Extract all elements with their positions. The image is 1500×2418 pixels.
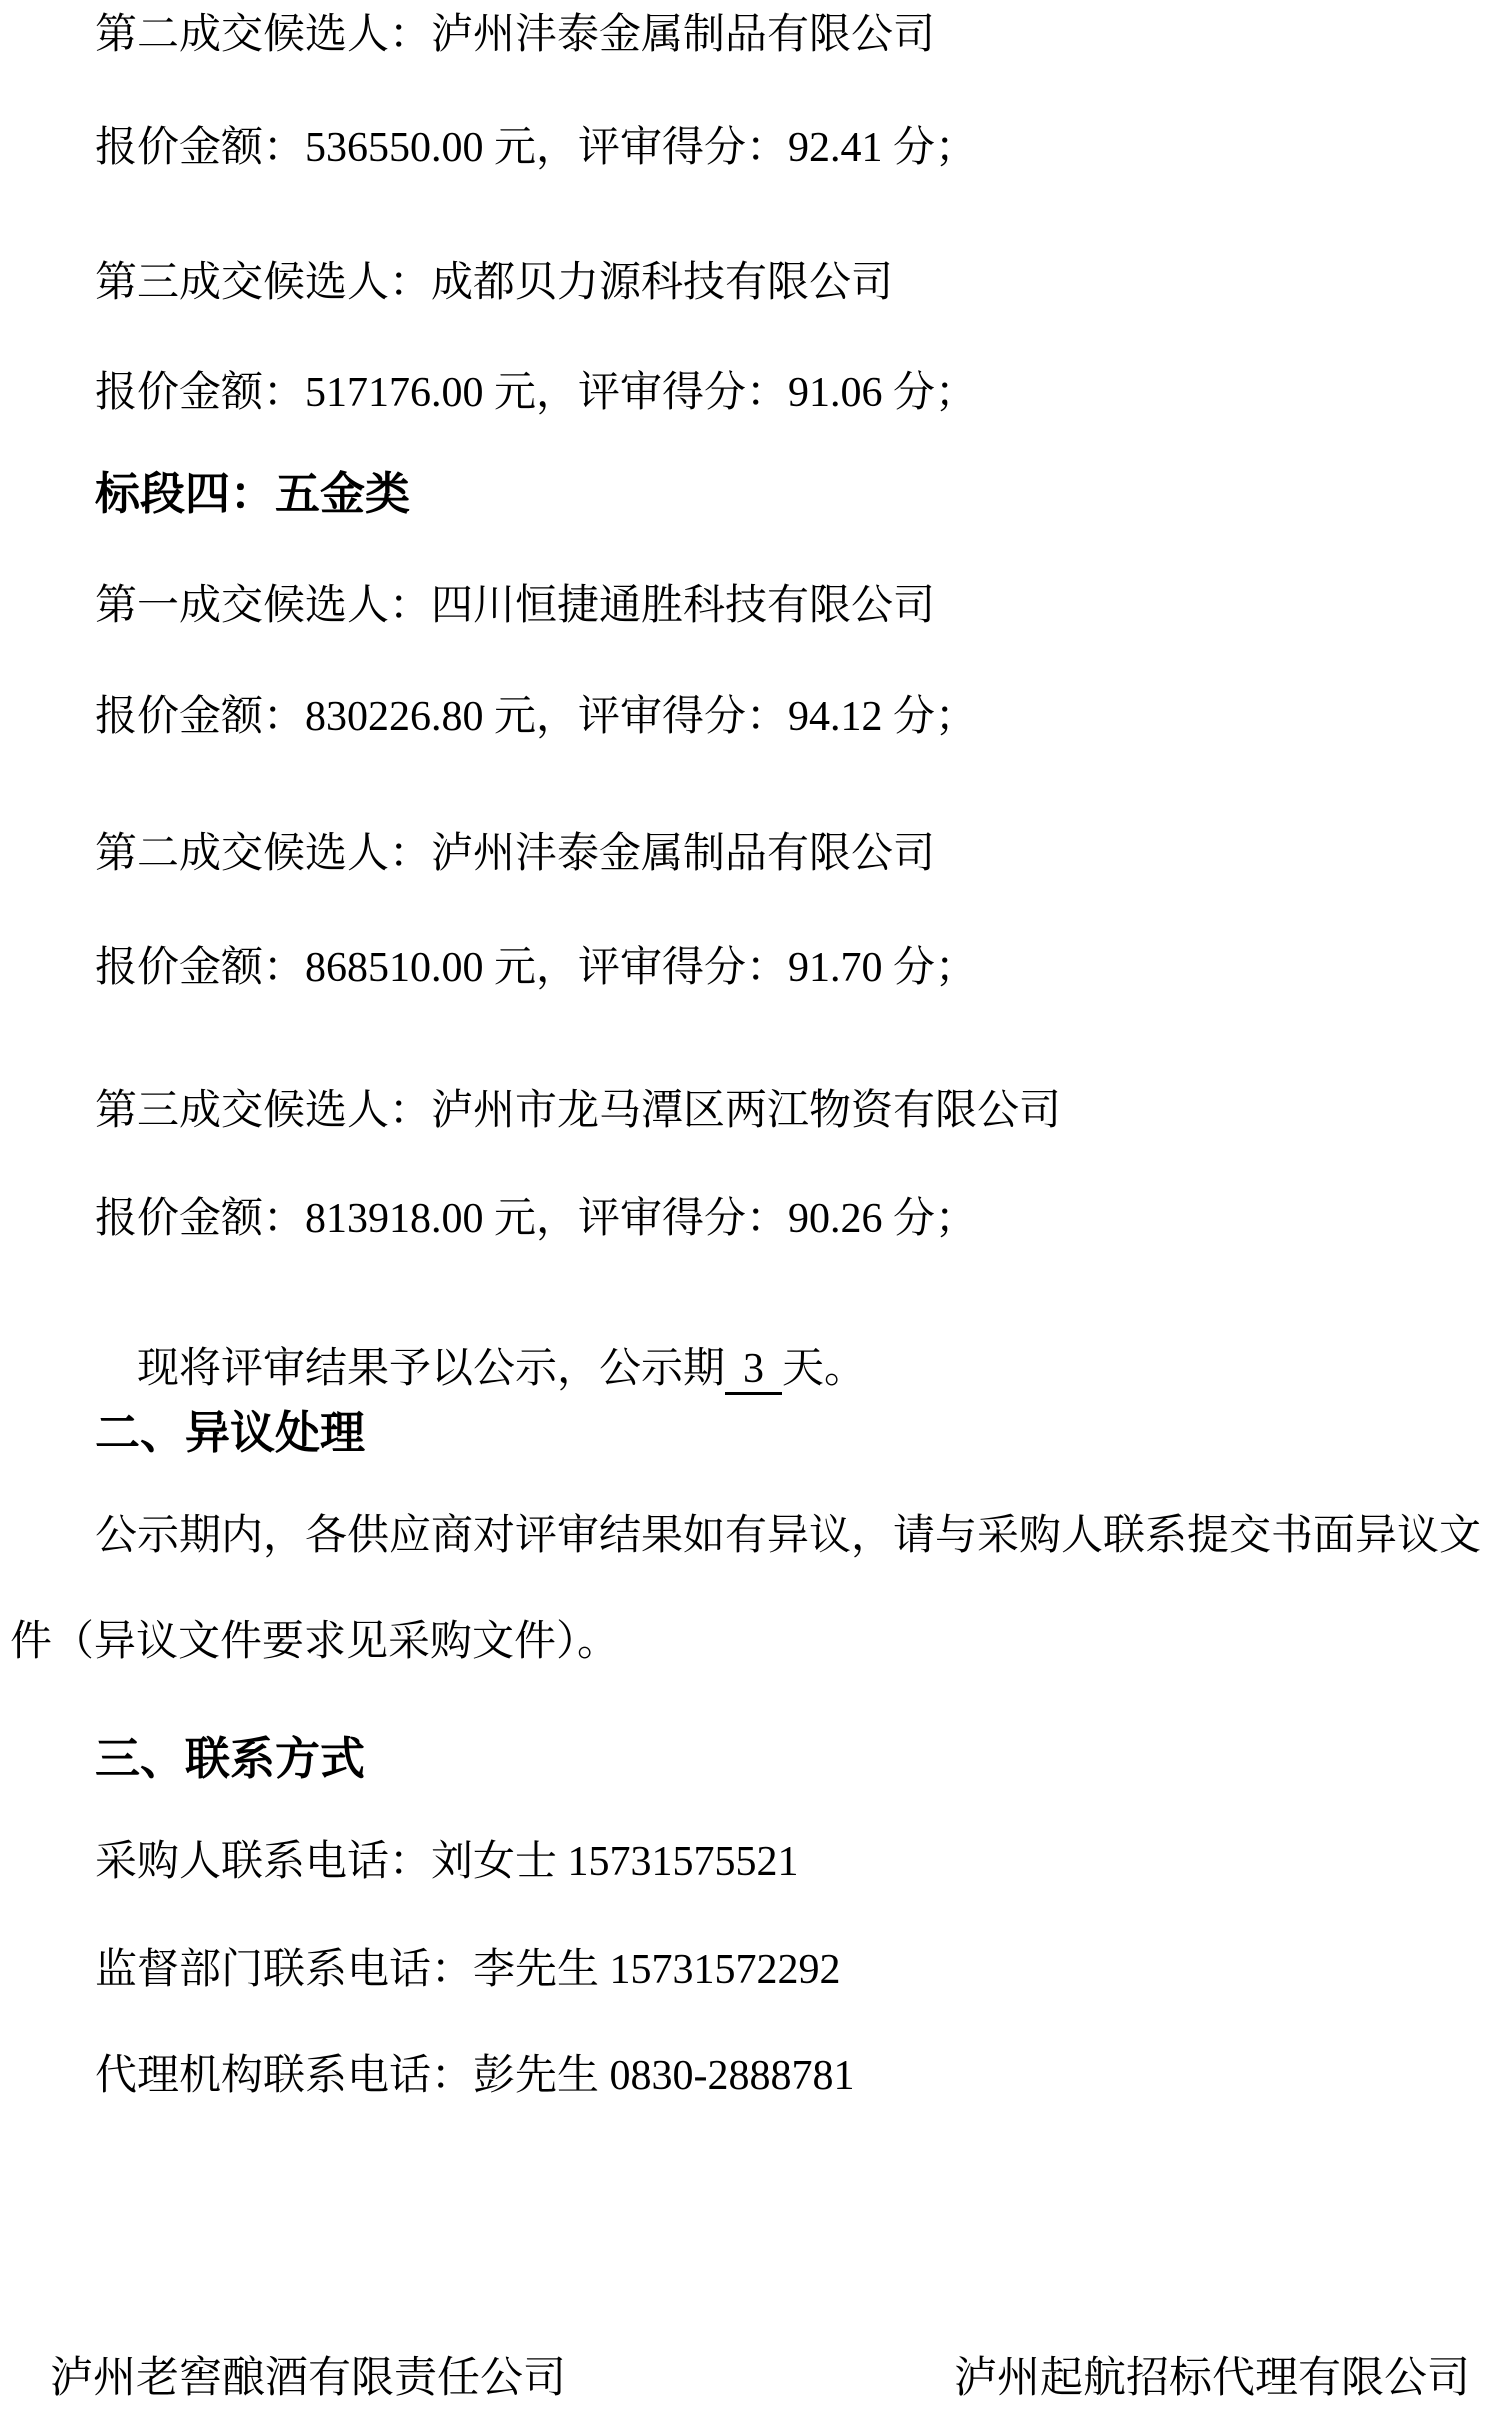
prev-lot-third-candidate-line: 第三成交候选人：成都贝力源科技有限公司 [95, 260, 894, 306]
objection-section-heading: 二、异议处理 [95, 1407, 366, 1458]
lot4-section-heading: 标段四：五金类 [95, 468, 411, 519]
lot4-third-candidate-line: 第三成交候选人：泸州市龙马潭区两江物资有限公司 [95, 1088, 1062, 1134]
publicity-period-suffix: 天。 [782, 1346, 867, 1393]
publicity-period-prefix: 现将评审结果予以公示，公示期 [137, 1346, 726, 1393]
contact-section-heading: 三、联系方式 [95, 1733, 366, 1784]
prev-lot-second-candidate-line: 第二成交候选人：泸州沣泰金属制品有限公司 [95, 12, 936, 58]
lot4-second-candidate-line: 第二成交候选人：泸州沣泰金属制品有限公司 [95, 831, 936, 877]
prev-lot-third-candidate-quote-line: 报价金额：517176.00 元，评审得分：91.06 分； [95, 370, 978, 416]
agency-company-name: 泸州起航招标代理有限公司 [954, 2355, 1470, 2402]
publicity-days-value: 3 [725, 1346, 782, 1395]
supervisor-phone-line: 监督部门联系电话：李先生 15731572292 [95, 1947, 841, 1993]
lot4-third-candidate-quote-line: 报价金额：813918.00 元，评审得分：90.26 分； [95, 1196, 978, 1242]
lot4-first-candidate-quote-line: 报价金额：830226.80 元，评审得分：94.12 分； [95, 694, 978, 740]
purchaser-phone-line: 采购人联系电话：刘女士 15731575521 [95, 1839, 799, 1885]
objection-paragraph-line1: 公示期内，各供应商对评审结果如有异议，请与采购人联系提交书面异议文 [95, 1513, 1482, 1559]
lot4-first-candidate-line: 第一成交候选人：四川恒捷通胜科技有限公司 [95, 583, 936, 629]
agency-phone-line: 代理机构联系电话：彭先生 0830-2888781 [95, 2053, 855, 2099]
purchaser-company-name: 泸州老窖酿酒有限责任公司 [50, 2355, 566, 2402]
objection-paragraph-line2: 件（异议文件要求见采购文件）。 [10, 1619, 620, 1665]
lot4-second-candidate-quote-line: 报价金额：868510.00 元，评审得分：91.70 分； [95, 945, 978, 991]
prev-lot-second-candidate-quote-line: 报价金额：536550.00 元，评审得分：92.41 分； [95, 125, 978, 171]
